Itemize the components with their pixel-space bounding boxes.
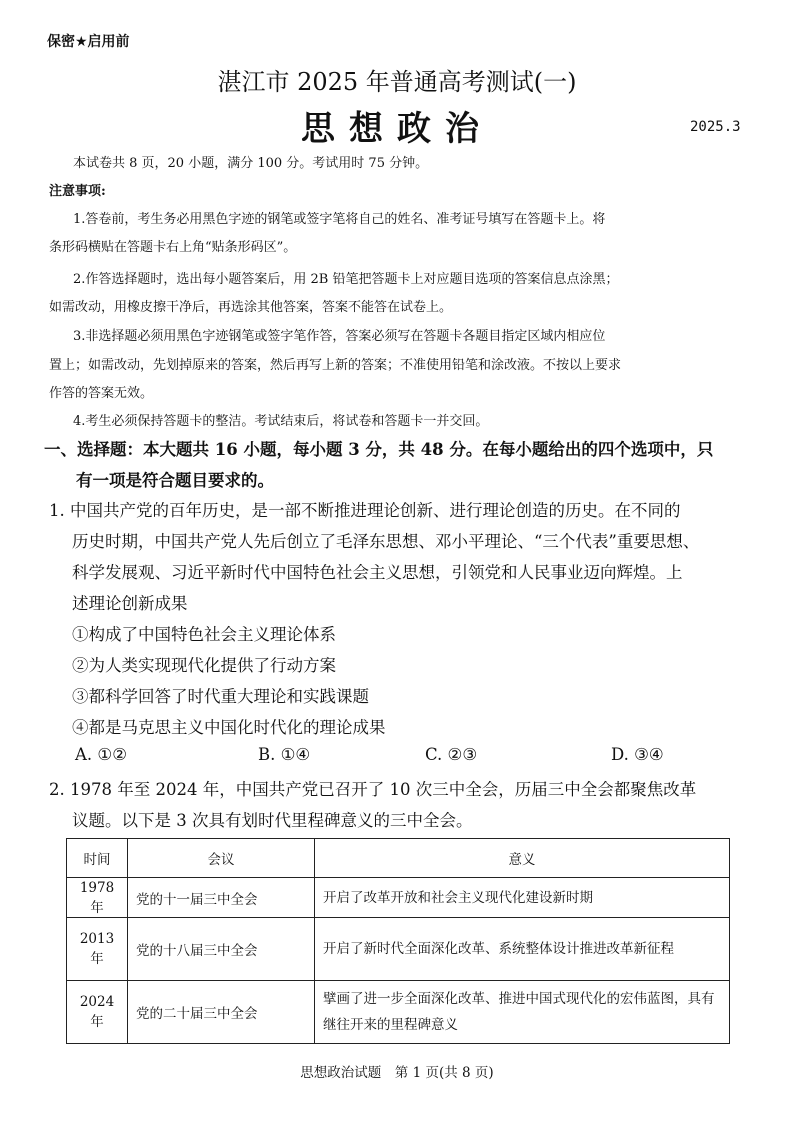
section-heading: 一、选择题：本大题共 16 小题，每小题 3 分，共 48 分。在每小题给出的四个选项中，只 bbox=[44, 440, 714, 459]
notes-line: 1.答卷前，考生务必用黑色字迹的钢笔或签字笔将自己的姓名、准考证号填写在答题卡上。将 bbox=[73, 212, 606, 227]
statement-2: ②为人类实现现代化提供了行动方案 bbox=[72, 656, 336, 675]
col-header-significance: 意义 bbox=[315, 839, 730, 878]
option-d: D. ③④ bbox=[611, 745, 664, 764]
question-1-stem: 历史时期，中国共产党人先后创立了毛泽东思想、邓小平理论、“三个代表”重要思想、 bbox=[72, 532, 700, 551]
cell-significance: 开启了新时代全面深化改革、系统整体设计推进改革新征程 bbox=[315, 918, 730, 981]
table-row bbox=[67, 981, 730, 1044]
cell-significance: 擘画了进一步全面深化改革、推进中国式现代化的宏伟蓝图，具有继往开来的里程碑意义 bbox=[315, 981, 730, 1044]
question-2-stem: 议题。以下是 3 次具有划时代里程碑意义的三中全会。 bbox=[72, 811, 473, 830]
notes-line: 作答的答案无效。 bbox=[49, 386, 154, 401]
exam-date: 2025.3 bbox=[690, 119, 741, 135]
cell-meeting: 党的十一届三中全会 bbox=[128, 878, 315, 918]
question-1-stem: 述理论创新成果 bbox=[72, 594, 188, 613]
col-header-time: 时间 bbox=[67, 839, 128, 878]
notes-heading: 注意事项: bbox=[49, 184, 106, 199]
notes-line: 置上；如需改动，先划掉原来的答案，然后再写上新的答案；不准使用铅笔和涂改液。不按以上要求 bbox=[49, 358, 622, 373]
question-1-stem: 科学发展观、习近平新时代中国特色社会主义思想，引领党和人民事业迈向辉煌。上 bbox=[72, 563, 683, 582]
notes-line: 2.作答选择题时，选出每小题答案后，用 2B 铅笔把答题卡上对应题目选项的答案信息点涂黑； bbox=[73, 272, 619, 287]
plenum-table bbox=[66, 838, 730, 1044]
exam-title: 湛江市 2025 年普通高考测试(一) bbox=[217, 68, 577, 96]
notes-line: 条形码横贴在答题卡右上角“贴条形码区”。 bbox=[49, 240, 297, 255]
statement-1: ①构成了中国特色社会主义理论体系 bbox=[72, 625, 336, 644]
col-header-meeting: 会议 bbox=[128, 839, 315, 878]
exam-intro: 本试卷共 8 页，20 小题，满分 100 分。考试用时 75 分钟。 bbox=[73, 156, 429, 171]
question-2-stem: 2. 1978 年至 2024 年，中国共产党已召开了 10 次三中全会，历届三中全会都聚焦改革 bbox=[49, 780, 697, 799]
table-header-row bbox=[67, 839, 730, 878]
section-heading-cont: 有一项是符合题目要求的。 bbox=[76, 471, 274, 490]
statement-3: ③都科学回答了时代重大理论和实践课题 bbox=[72, 687, 369, 706]
cell-year: 2024 年 bbox=[67, 981, 128, 1044]
cell-meeting: 党的十八届三中全会 bbox=[128, 918, 315, 981]
option-c: C. ②③ bbox=[425, 745, 478, 764]
confidential-mark: 保密★启用前 bbox=[47, 34, 130, 50]
table-row bbox=[67, 878, 730, 918]
subject-title: 思想政治 bbox=[301, 109, 493, 149]
cell-significance: 开启了改革开放和社会主义现代化建设新时期 bbox=[315, 878, 730, 918]
table-row bbox=[67, 918, 730, 981]
cell-year: 1978 年 bbox=[67, 878, 128, 918]
notes-line: 如需改动，用橡皮擦干净后，再选涂其他答案，答案不能答在试卷上。 bbox=[49, 300, 453, 315]
statement-4: ④都是马克思主义中国化时代化的理论成果 bbox=[72, 718, 386, 737]
notes-line: 4.考生必须保持答题卡的整洁。考试结束后，将试卷和答题卡一并交回。 bbox=[73, 414, 489, 429]
option-b: B. ①④ bbox=[258, 745, 311, 764]
page-footer: 思想政治试题 第 1 页(共 8 页) bbox=[300, 1065, 494, 1081]
cell-meeting: 党的二十届三中全会 bbox=[128, 981, 315, 1044]
question-1-stem: 1. 中国共产党的百年历史，是一部不断推进理论创新、进行理论创造的历史。在不同的 bbox=[49, 501, 681, 520]
cell-year: 2013 年 bbox=[67, 918, 128, 981]
option-a: A. ①② bbox=[75, 745, 127, 764]
notes-line: 3.非选择题必须用黑色字迹钢笔或签字笔作答，答案必须写在答题卡各题目指定区域内相应位 bbox=[73, 329, 606, 344]
